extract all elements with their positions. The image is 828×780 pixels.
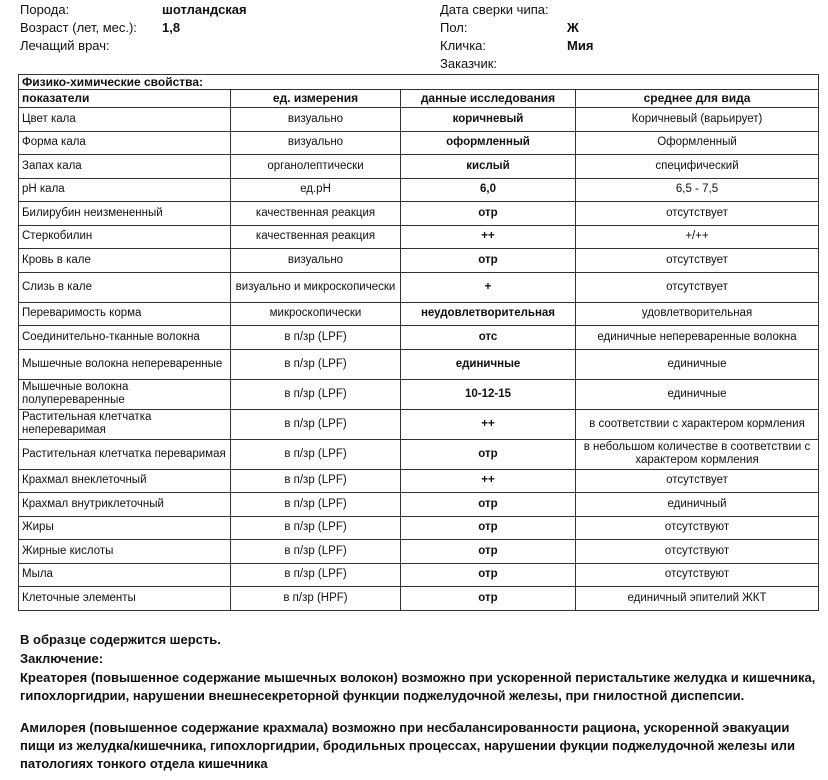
- table-row: [19, 326, 819, 350]
- unit-cell: в п/зр (LPF): [231, 469, 401, 493]
- indicator-cell: Растительная клетчатка переваримая: [19, 439, 231, 469]
- unit-cell: органолептически: [231, 155, 401, 179]
- result-cell: отр: [401, 493, 576, 517]
- norm-cell: отсутствует: [576, 272, 819, 302]
- indicator-cell: pH кала: [19, 178, 231, 202]
- age-label: Возраст (лет, мес.):: [20, 20, 137, 35]
- norm-cell: отсутствует: [576, 249, 819, 273]
- unit-cell: визуально: [231, 249, 401, 273]
- norm-cell: в соответствии с характером кормления: [576, 409, 819, 439]
- results-table: [18, 74, 819, 611]
- result-cell: отр: [401, 202, 576, 226]
- unit-cell: в п/зр (LPF): [231, 516, 401, 540]
- section-row: [19, 75, 819, 90]
- customer-label: Заказчик:: [440, 56, 498, 71]
- norm-cell: Оформленный: [576, 131, 819, 155]
- indicator-cell: Крахмал внеклеточный: [19, 469, 231, 493]
- table-row: [19, 225, 819, 249]
- norm-cell: Коричневый (варьирует): [576, 108, 819, 132]
- result-cell: +: [401, 272, 576, 302]
- amylorrhea-text: Амилорея (повышенное содержание крахмала) возможно при несбалансированности рациона, ускоренной эвакуации пищи из желудка/кишечника, гипохлоргидрии, бродильных процессах, нарушении фукции поджелудочной железы или патологиях тонкого отдела кишечника: [20, 720, 796, 771]
- sex-label: Пол:: [440, 20, 468, 35]
- indicator-cell: Билирубин неизмененный: [19, 202, 231, 226]
- unit-cell: качественная реакция: [231, 202, 401, 226]
- table-row: [19, 302, 819, 326]
- table-row: [19, 155, 819, 179]
- result-cell: ++: [401, 225, 576, 249]
- section-title: Физико-химические свойства:: [19, 75, 819, 90]
- result-cell: отр: [401, 587, 576, 611]
- norm-cell: единичный эпителий ЖКТ: [576, 587, 819, 611]
- table-row: [19, 349, 819, 379]
- table-row: [19, 272, 819, 302]
- unit-cell: в п/зр (LPF): [231, 439, 401, 469]
- unit-cell: в п/зр (LPF): [231, 493, 401, 517]
- indicator-cell: Запах кала: [19, 155, 231, 179]
- result-cell: кислый: [401, 155, 576, 179]
- table-row: [19, 178, 819, 202]
- norm-cell: единичные: [576, 379, 819, 409]
- indicator-cell: Соединительно-тканные волокна: [19, 326, 231, 350]
- conclusion-label: Заключение:: [20, 651, 104, 666]
- indicator-cell: Цвет кала: [19, 108, 231, 132]
- table-row: [19, 469, 819, 493]
- result-cell: единичные: [401, 349, 576, 379]
- norm-cell: единичный: [576, 493, 819, 517]
- norm-cell: отсутствуют: [576, 540, 819, 564]
- chip-date-label: Дата сверки чипа:: [440, 2, 549, 17]
- result-cell: отр: [401, 249, 576, 273]
- unit-cell: ед.pH: [231, 178, 401, 202]
- table-row: [19, 379, 819, 409]
- nickname-value: Мия: [567, 38, 594, 53]
- indicator-cell: Клеточные элементы: [19, 587, 231, 611]
- nickname-label: Кличка:: [440, 38, 487, 53]
- norm-cell: 6,5 - 7,5: [576, 178, 819, 202]
- norm-cell: отсутствуют: [576, 516, 819, 540]
- norm-cell: отсутствует: [576, 202, 819, 226]
- column-header-row: [19, 90, 819, 108]
- unit-cell: визуально и микроскопически: [231, 272, 401, 302]
- table-row: [19, 409, 819, 439]
- col-header-norm: среднее для вида: [576, 90, 819, 108]
- norm-cell: отсутствуют: [576, 563, 819, 587]
- hair-note: В образце содержится шерсть.: [20, 632, 221, 647]
- sex-value: Ж: [567, 20, 579, 35]
- unit-cell: в п/зр (LPF): [231, 563, 401, 587]
- result-cell: 6,0: [401, 178, 576, 202]
- breed-value: шотландская: [162, 2, 247, 17]
- unit-cell: визуально: [231, 131, 401, 155]
- unit-cell: микроскопически: [231, 302, 401, 326]
- result-cell: отс: [401, 326, 576, 350]
- creatorrhea-text: Креаторея (повышенное содержание мышечных волокон) возможно при ускоренной перистальтике желудка и кишечника, гипохлоргидрии, нарушении внешнесекреторной функции поджелудочной железы, при гнилостной диспепсии.: [20, 670, 816, 703]
- col-header-result: данные исследования: [401, 90, 576, 108]
- norm-cell: единичные: [576, 349, 819, 379]
- table-row: [19, 563, 819, 587]
- result-cell: отр: [401, 516, 576, 540]
- table-row: [19, 493, 819, 517]
- col-header-indicator: показатели: [19, 90, 231, 108]
- unit-cell: в п/зр (LPF): [231, 379, 401, 409]
- result-cell: отр: [401, 540, 576, 564]
- unit-cell: в п/зр (LPF): [231, 409, 401, 439]
- norm-cell: удовлетворительная: [576, 302, 819, 326]
- col-header-unit: ед. измерения: [231, 90, 401, 108]
- norm-cell: специфический: [576, 155, 819, 179]
- indicator-cell: Переваримость корма: [19, 302, 231, 326]
- indicator-cell: Кровь в кале: [19, 249, 231, 273]
- unit-cell: в п/зр (LPF): [231, 540, 401, 564]
- result-cell: 10-12-15: [401, 379, 576, 409]
- norm-cell: отсутствует: [576, 469, 819, 493]
- age-value: 1,8: [162, 20, 181, 35]
- unit-cell: в п/зр (HPF): [231, 587, 401, 611]
- indicator-cell: Слизь в кале: [19, 272, 231, 302]
- indicator-cell: Мышечные волокна полупереваренные: [19, 379, 231, 409]
- table-row: [19, 131, 819, 155]
- result-cell: ++: [401, 469, 576, 493]
- unit-cell: в п/зр (LPF): [231, 349, 401, 379]
- indicator-cell: Жиры: [19, 516, 231, 540]
- indicator-cell: Мышечные волокна непереваренные: [19, 349, 231, 379]
- norm-cell: +/++: [576, 225, 819, 249]
- result-cell: неудовлетворительная: [401, 302, 576, 326]
- table-row: [19, 108, 819, 132]
- indicator-cell: Крахмал внутриклеточный: [19, 493, 231, 517]
- result-cell: отр: [401, 563, 576, 587]
- result-cell: ++: [401, 409, 576, 439]
- table-row: [19, 516, 819, 540]
- result-cell: отр: [401, 439, 576, 469]
- table-row: [19, 540, 819, 564]
- norm-cell: в небольшом количестве в соответствии с характером кормления: [576, 439, 819, 469]
- unit-cell: в п/зр (LPF): [231, 326, 401, 350]
- indicator-cell: Мыла: [19, 563, 231, 587]
- unit-cell: качественная реакция: [231, 225, 401, 249]
- table-row: [19, 249, 819, 273]
- unit-cell: визуально: [231, 108, 401, 132]
- indicator-cell: Растительная клетчатка непереваримая: [19, 409, 231, 439]
- indicator-cell: Стеркобилин: [19, 225, 231, 249]
- breed-label: Порода:: [20, 2, 70, 17]
- table-row: [19, 202, 819, 226]
- doctor-label: Лечащий врач:: [20, 38, 110, 53]
- result-cell: коричневый: [401, 108, 576, 132]
- norm-cell: единичные непереваренные волокна: [576, 326, 819, 350]
- indicator-cell: Жирные кислоты: [19, 540, 231, 564]
- table-row: [19, 587, 819, 611]
- table-row: [19, 439, 819, 469]
- result-cell: оформленный: [401, 131, 576, 155]
- indicator-cell: Форма кала: [19, 131, 231, 155]
